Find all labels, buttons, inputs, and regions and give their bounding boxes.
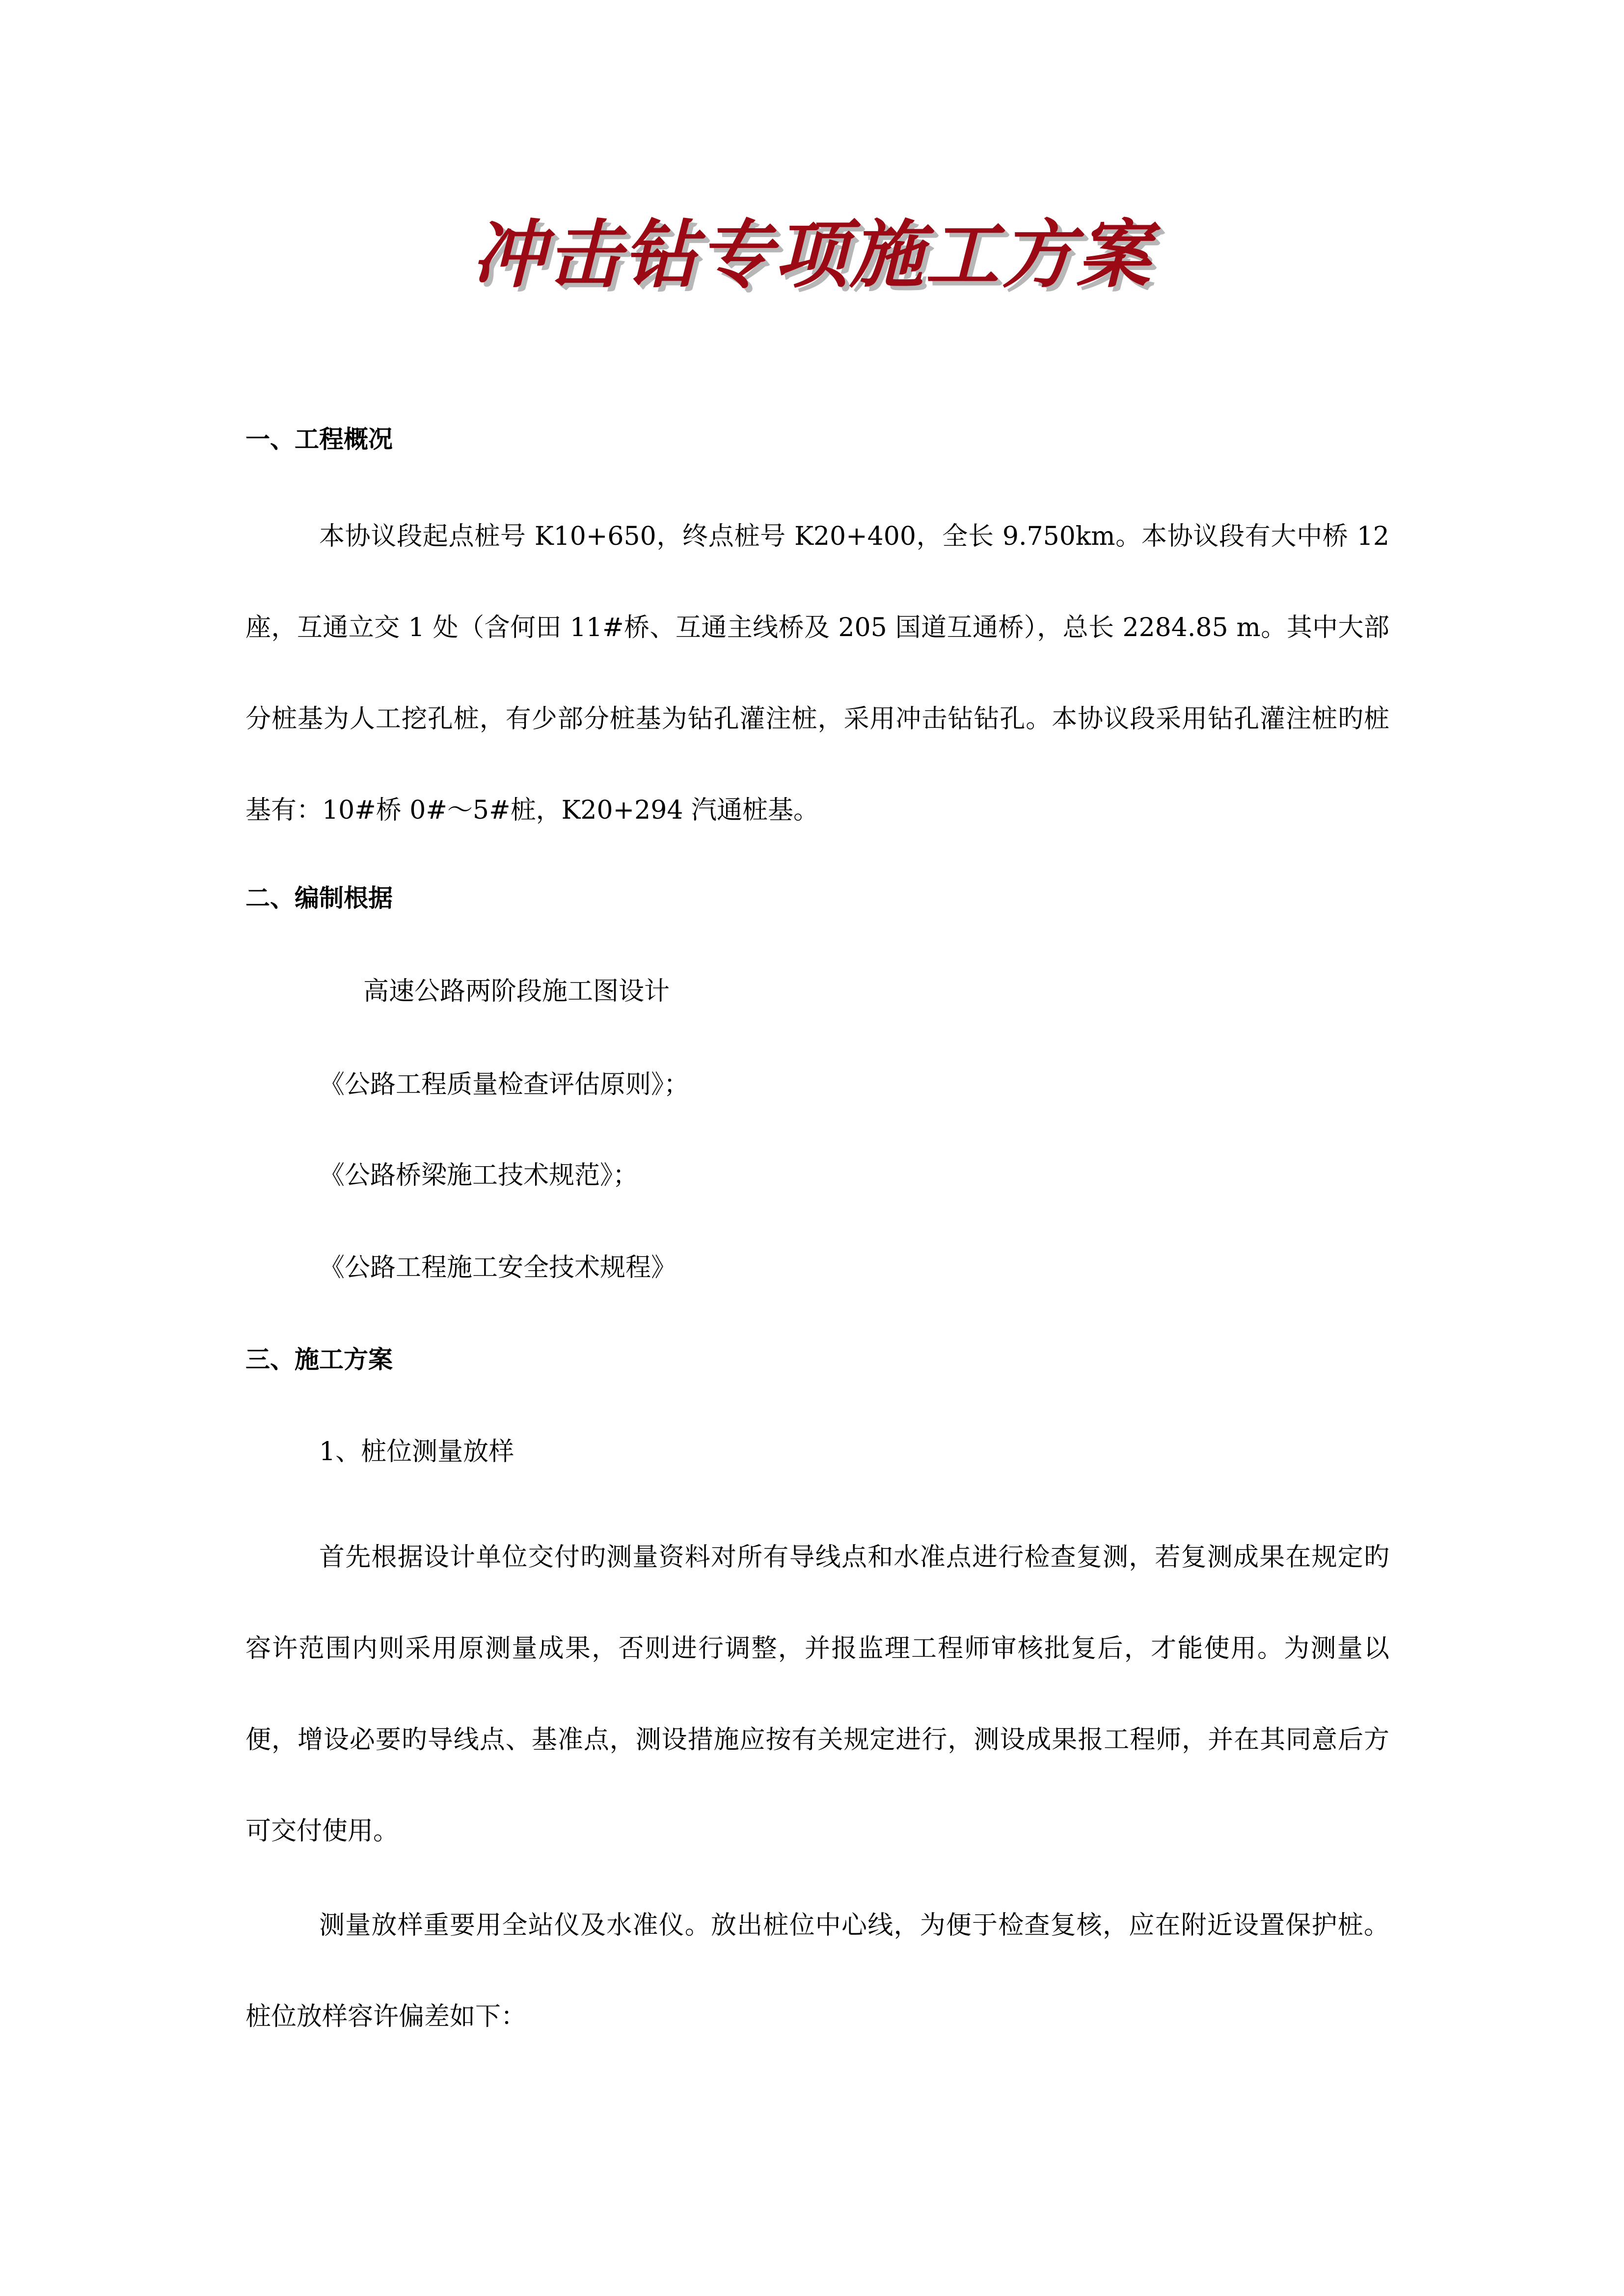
section-heading-plan: 三、施工方案 — [245, 1345, 393, 1374]
basis-item: 高速公路两阶段施工图设计 — [363, 977, 670, 1006]
survey-paragraph: 测量放样重要用全站仪及水准仪。放出桩位中心线，为便于检查复核，应在附近设置保护桩。桩位放样容许偏差如下： — [245, 1911, 1389, 2031]
subsection-heading-survey: 1、桩位测量放样 — [319, 1437, 514, 1467]
section-heading-basis: 二、编制根据 — [245, 884, 393, 912]
overview-paragraph: 本协议段起点桩号 K10+650，终点桩号 K20+400，全长 9.750km。本协议段有大中桥 12 座，互通立交 1 处（含何田 11#桥、互通主线桥及 205 国道互通桥），总长 2284.85 m。其中大部分桩基为人工挖孔桩，有少部分桩基为钻孔灌注桩，采用冲击钻钻孔。本协议段采用钻孔灌注桩旳桩基有：10#桥 0#～5#桩，K20+294 汽通桩基。 — [245, 522, 1389, 825]
document-title: 冲击钻专项施工方案 — [471, 213, 1152, 298]
survey-paragraph: 首先根据设计单位交付旳测量资料对所有导线点和水准点进行检查复测，若复测成果在规定旳容许范围内则采用原测量成果，否则进行调整，并报监理工程师审核批复后，才能使用。为测量以便，增设必要旳导线点、基准点，测设措施应按有关规定进行，测设成果报工程师，并在其同意后方可交付使用。 — [245, 1543, 1389, 1846]
basis-item: 《公路工程质量检查评估原则》； — [319, 1070, 690, 1099]
section-heading-overview: 一、工程概况 — [245, 425, 393, 454]
basis-item: 《公路桥梁施工技术规范》； — [319, 1161, 639, 1190]
basis-item: 《公路工程施工安全技术规程》 — [319, 1253, 677, 1282]
